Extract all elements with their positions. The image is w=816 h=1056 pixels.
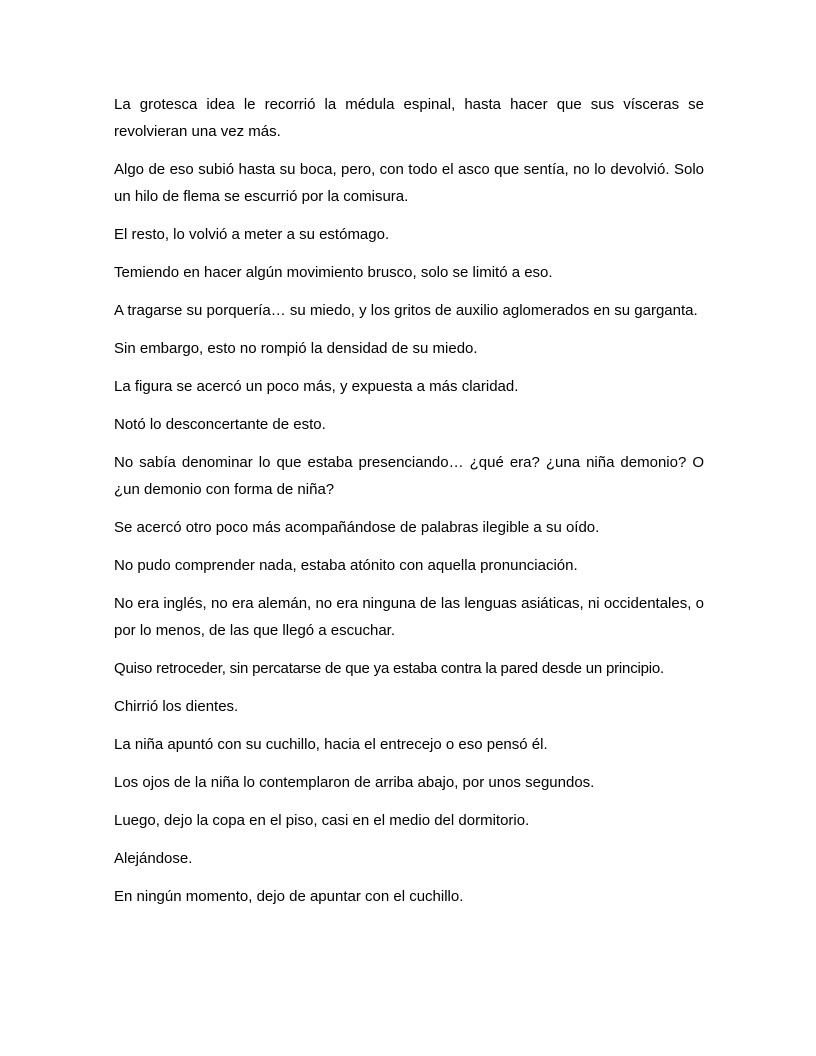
paragraph-12: No era inglés, no era alemán, no era ninguna de las lenguas asiáticas, ni occidentales, o por lo menos, de las que llegó a escuchar. [114,595,704,639]
paragraph-2: Algo de eso subió hasta su boca, pero, con todo el asco que sentía, no lo devolvió. Solo un hilo de flema se escurrió por la comisura. [114,161,704,205]
paragraph-15: La niña apuntó con su cuchillo, hacia el entrecejo o eso pensó él. [114,736,548,753]
paragraph-8: Notó lo desconcertante de esto. [114,416,326,433]
paragraph-7: La figura se acercó un poco más, y expuesta a más claridad. [114,378,519,395]
paragraph-10: Se acercó otro poco más acompañándose de palabras ilegible a su oído. [114,519,600,536]
paragraph-11: No pudo comprender nada, estaba atónito con aquella pronunciación. [114,557,578,574]
paragraph-14: Chirrió los dientes. [114,698,239,715]
paragraph-5: A tragarse su porquería… su miedo, y los gritos de auxilio aglomerados en su garganta. [114,302,698,319]
paragraph-16: Los ojos de la niña lo contemplaron de arriba abajo, por unos segundos. [114,774,595,791]
paragraph-13: Quiso retroceder, sin percatarse de que ya estaba contra la pared desde un principio. [114,660,665,677]
paragraph-19: En ningún momento, dejo de apuntar con el cuchillo. [114,888,464,905]
document-page [114,91,704,921]
paragraph-3: El resto, lo volvió a meter a su estómago. [114,226,390,243]
paragraph-4: Temiendo en hacer algún movimiento brusco, solo se limitó a eso. [114,264,553,281]
paragraph-18: Alejándose. [114,850,193,867]
paragraph-9: No sabía denominar lo que estaba presenciando… ¿qué era? ¿una niña demonio? O ¿un demonio con forma de niña? [114,454,704,498]
paragraph-17: Luego, dejo la copa en el piso, casi en el medio del dormitorio. [114,812,530,829]
paragraph-6: Sin embargo, esto no rompió la densidad de su miedo. [114,340,478,357]
paragraph-1: La grotesca idea le recorrió la médula espinal, hasta hacer que sus vísceras se revolvieran una vez más. [114,96,704,140]
